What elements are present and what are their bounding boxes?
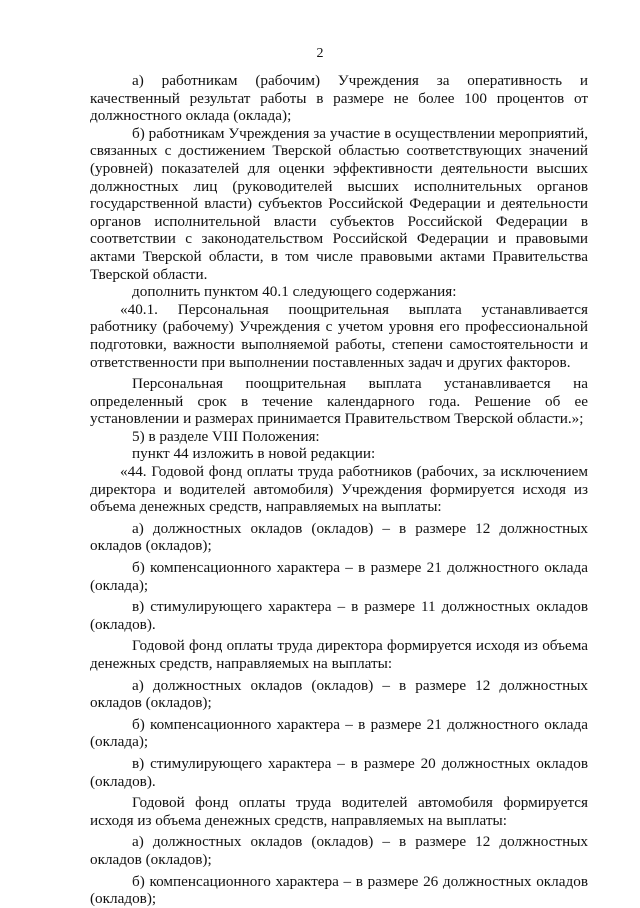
paragraph-workers-salaries: а) должностных окладов (окладов) – в размере 12 должностных окладов (окладов); xyxy=(90,519,588,555)
paragraph-item-44-intro: пункт 44 изложить в новой редакции: xyxy=(132,445,376,463)
paragraph-drivers-compensation: б) компенсационного характера – в размере 26 должностных окладов (окладов); xyxy=(90,872,588,908)
paragraph-drivers-fund: Годовой фонд оплаты труда водителей автомобиля формируется исходя из объема денежных средств, направляемых на выплаты: xyxy=(90,794,588,829)
paragraph-director-salaries: а) должностных окладов (окладов) – в размере 12 должностных окладов (окладов); xyxy=(90,676,588,712)
paragraph-add-item-40-1: дополнить пунктом 40.1 следующего содержания: xyxy=(132,283,457,301)
paragraph-section-viii: 5) в разделе VIII Положения: xyxy=(132,427,320,445)
paragraph-personal-bonus-term: Персональная поощрительная выплата устанавливается на определенный срок в течение календарного года. Решение об ее установлении и размерах принимается Правительством Тверской области.»; xyxy=(90,375,588,428)
page-number: 2 xyxy=(316,46,324,61)
document-body xyxy=(90,72,588,908)
paragraph-item-44: «44. Годовой фонд оплаты труда работников (рабочих, за исключением директора и водителей автомобиля) Учреждения формируется исходя из объема денежных средств, направляемых на выплаты: xyxy=(90,463,588,516)
paragraph-director-fund: Годовой фонд оплаты труда директора формируется исходя из объема денежных средств, направляемых на выплаты: xyxy=(90,637,588,672)
paragraph-workers-compensation: б) компенсационного характера – в размере 21 должностного оклада (оклада); xyxy=(90,559,588,594)
paragraph-bonus-a: а) работникам (рабочим) Учреждения за оперативность и качественный результат работы в размере не более 100 процентов от должностного оклада (оклада); xyxy=(90,72,588,125)
paragraph-drivers-salaries: а) должностных окладов (окладов) – в размере 12 должностных окладов (окладов); xyxy=(90,833,588,868)
paragraph-item-40-1: «40.1. Персональная поощрительная выплата устанавливается работнику (рабочему) Учреждения с учетом уровня его профессиональной подготовки, важности выполняемой работы, степени самостоятельности и ответственности при выполнении поставленных задач и других факторов. xyxy=(90,300,588,371)
paragraph-director-compensation: б) компенсационного характера – в размере 21 должностного оклада (оклада); xyxy=(90,715,588,751)
paragraph-workers-incentive: в) стимулирующего характера – в размере 11 должностных окладов (окладов). xyxy=(90,598,588,633)
paragraph-bonus-b: б) работникам Учреждения за участие в осуществлении мероприятий, связанных с достижением Тверской областью соответствующих значений (уровней) показателей для оценки эффективности деятельности высших должностных лиц (руководителей высших исполнительных органов государственной власти) субъектов Российской Федерации и деятельности органов исполнительной власти субъектов Российской Федерации в соответствии с законодательством Российской Федерации и правовыми актами Тверской области, в том числе правовыми актами Правительства Тверской области. xyxy=(90,124,588,283)
paragraph-director-incentive: в) стимулирующего характера – в размере 20 должностных окладов (окладов). xyxy=(90,754,588,790)
